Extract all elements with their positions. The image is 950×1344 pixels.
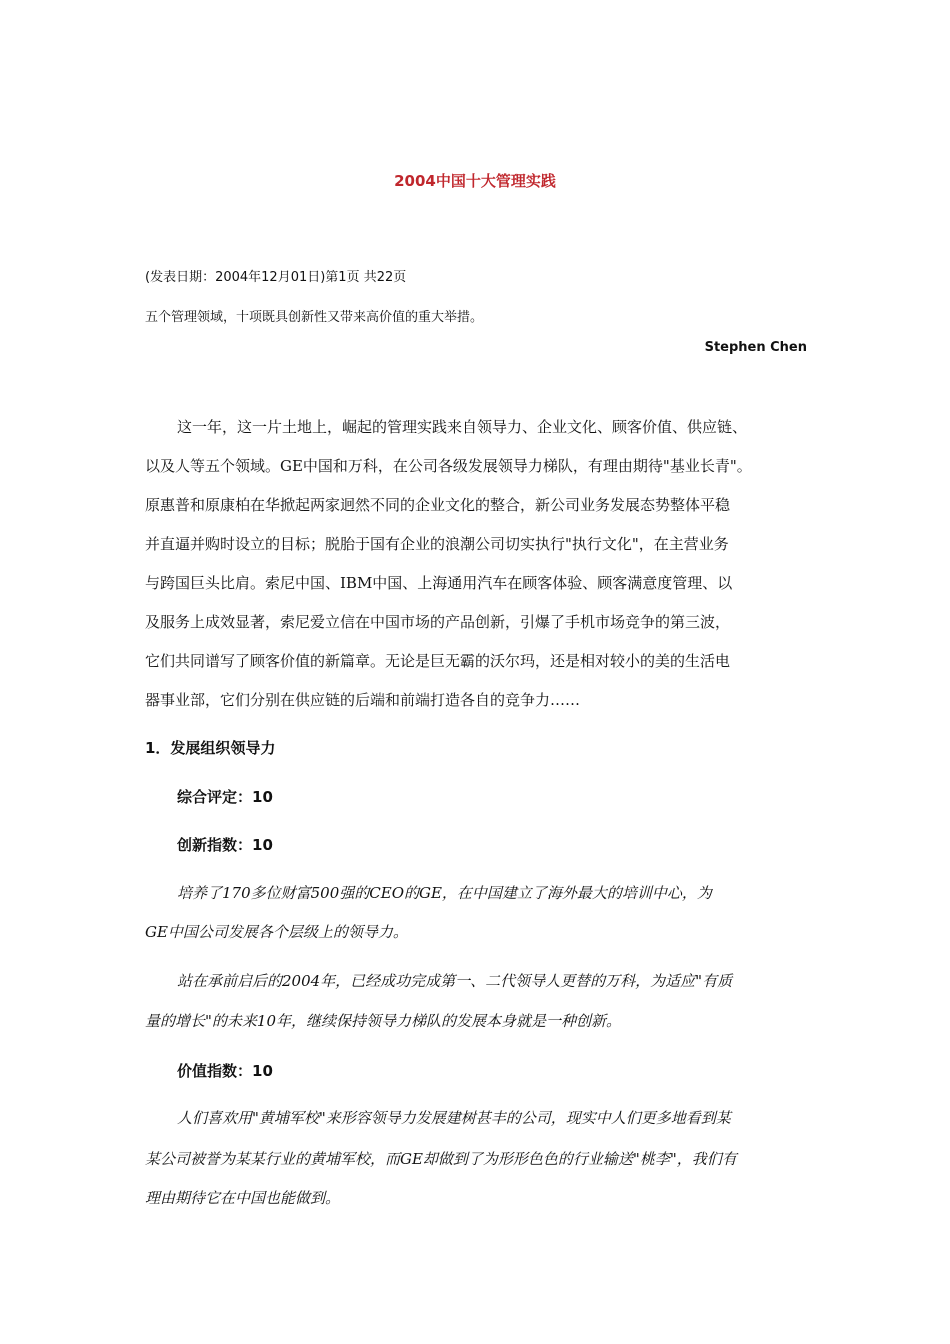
value-paragraph-line: 某公司被誉为某某行业的黄埔军校，而GE却做到了为形形色色的行业输送"桃李"，我们有 — [145, 1150, 737, 1168]
publish-meta: (发表日期：2004年12月01日)第1页 共22页 — [145, 270, 407, 285]
intro-line: 器事业部，它们分别在供应链的后端和前端打造各自的竞争力…… — [145, 691, 581, 709]
intro-line: 以及人等五个领域。GE中国和万科，在公司各级发展领导力梯队，有理由期待"基业长青"。 — [145, 457, 752, 475]
author-name: Stephen Chen — [704, 340, 807, 355]
value-paragraph-line: 人们喜欢用"黄埔军校"来形容领导力发展建树甚丰的公司，现实中人们更多地看到某 — [177, 1109, 731, 1127]
intro-line: 与跨国巨头比肩。索尼中国、IBM中国、上海通用汽车在顾客体验、顾客满意度管理、以 — [145, 574, 733, 592]
value-paragraph-line: 理由期待它在中国也能做到。 — [145, 1189, 341, 1207]
innovation-paragraph-line: GE中国公司发展各个层级上的领导力。 — [145, 923, 408, 941]
intro-line: 并直逼并购时设立的目标；脱胎于国有企业的浪潮公司切实执行"执行文化"，在主营业务 — [145, 535, 729, 553]
document-title: 2004中国十大管理实践 — [394, 172, 556, 190]
summary-text: 五个管理领域，十项既具创新性又带来高价值的重大举措。 — [145, 310, 484, 325]
section-heading: 1．发展组织领导力 — [145, 739, 276, 757]
innovation-paragraph-line: 培养了170多位财富500强的CEO的GE，在中国建立了海外最大的培训中心，为 — [177, 884, 712, 902]
value-index-label: 价值指数：10 — [177, 1062, 273, 1080]
innovation-paragraph-line: 量的增长"的未来10年，继续保持领导力梯队的发展本身就是一种创新。 — [145, 1012, 621, 1030]
innovation-index-label: 创新指数：10 — [177, 836, 273, 854]
intro-line: 它们共同谱写了顾客价值的新篇章。无论是巨无霸的沃尔玛，还是相对较小的美的生活电 — [145, 652, 731, 670]
intro-line: 原惠普和原康柏在华掀起两家迥然不同的企业文化的整合，新公司业务发展态势整体平稳 — [145, 496, 731, 514]
innovation-paragraph-line: 站在承前启后的2004年，已经成功完成第一、二代领导人更替的万科，为适应"有质 — [177, 972, 733, 990]
intro-line: 及服务上成效显著，索尼爱立信在中国市场的产品创新，引爆了手机市场竞争的第三波， — [145, 613, 731, 631]
overall-rating-label: 综合评定：10 — [177, 788, 273, 806]
intro-line: 这一年，这一片土地上，崛起的管理实践来自领导力、企业文化、顾客价值、供应链、 — [177, 418, 748, 436]
